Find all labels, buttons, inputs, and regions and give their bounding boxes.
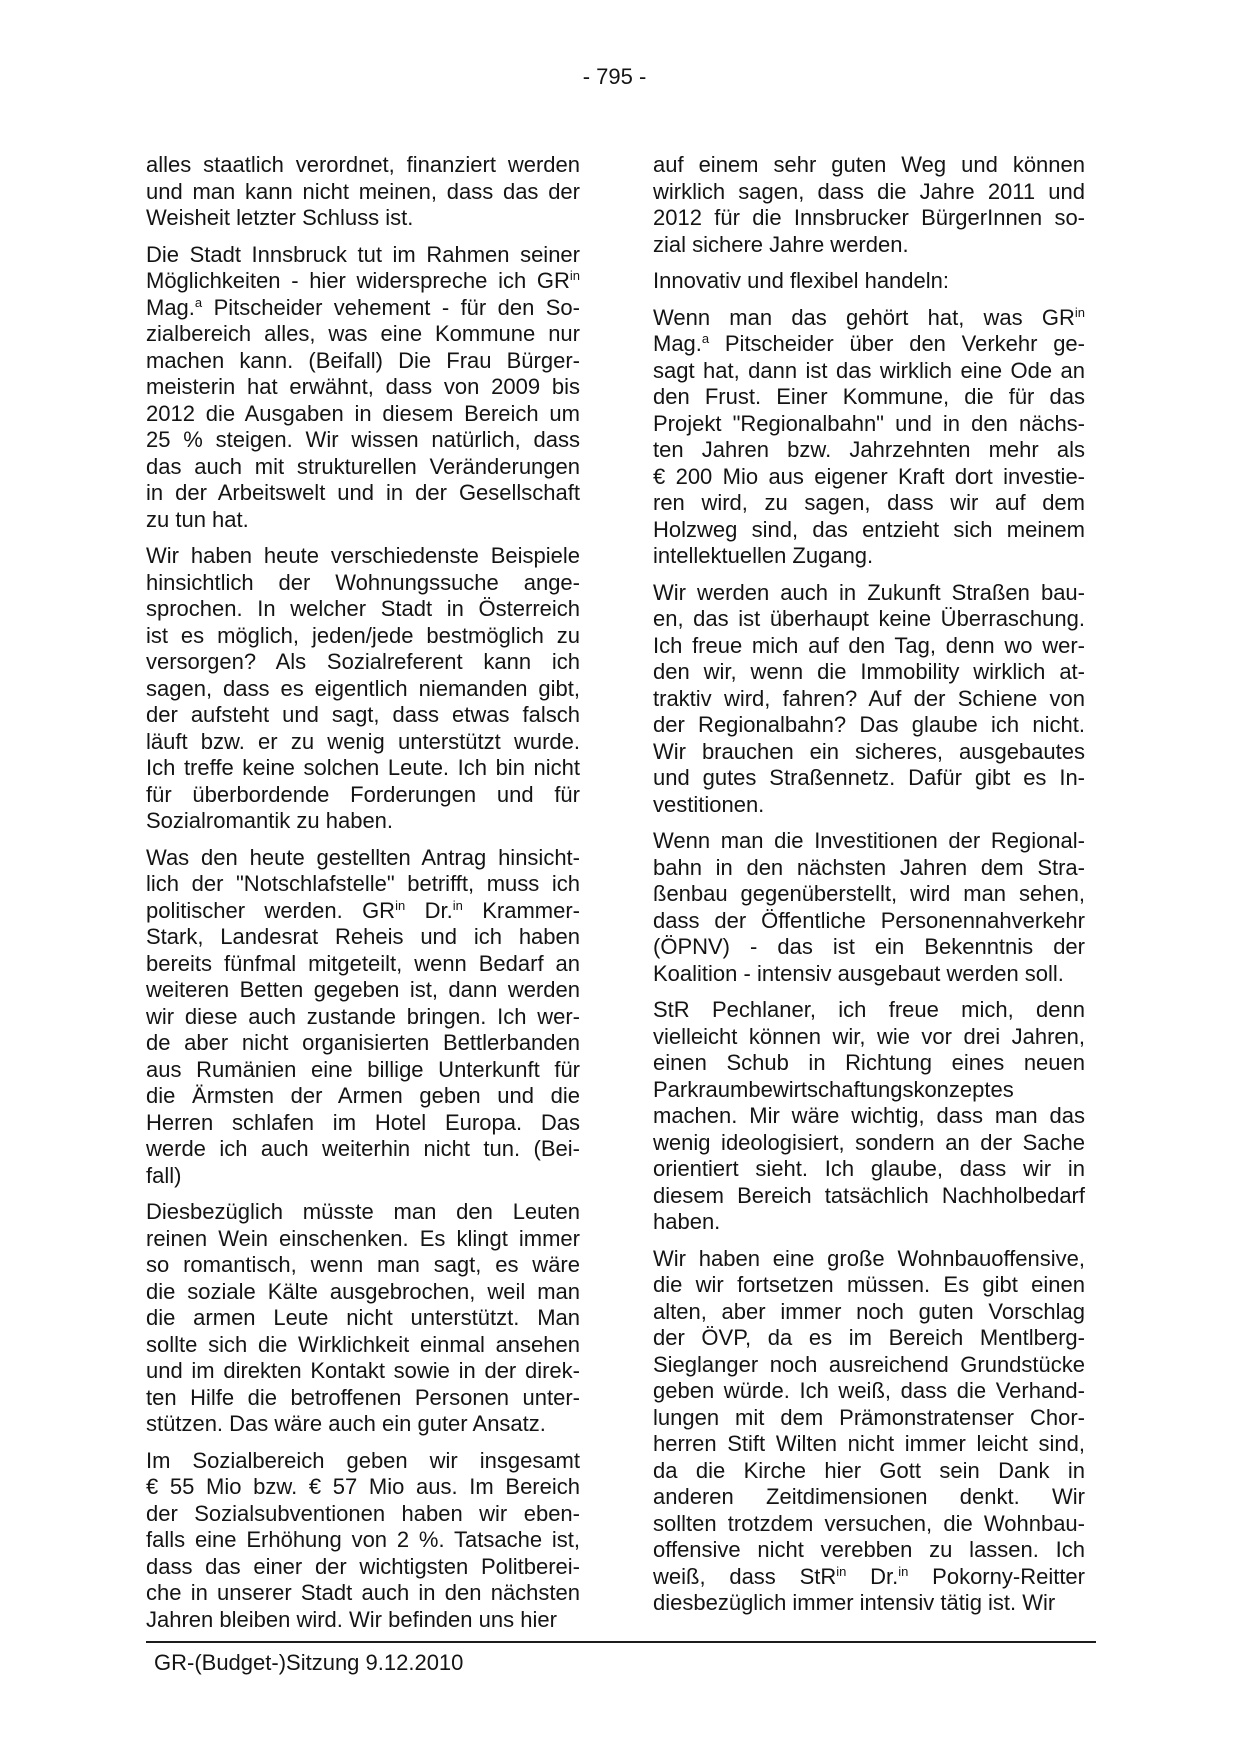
paragraph: Wenn man das gehört hat, was $GR^{in}$ Mag.$^a$ Pitscheider über den Verkehr ge- sagt hat, dann ist das wirklich eine Ode an den Frust. Einer Kommune, die für das Projekt "Regionalbahn" und in den nächs- ten Jahren bzw. Jahrzehnten mehr als € 200 Mio aus eigener Kraft dort investie- ren wird, zu sagen, dass wir auf dem Holzweg sind, das entzieht sich meinem intellektuellen Zugang. — [653, 304, 1085, 568]
paragraph: Wir haben heute verschiedenste Beispiele hinsichtlich der Wohnungssuche ange- sprochen. In welcher Stadt in Österreich ist es möglich, jeden/jede bestmöglich zu versorgen? Als Sozialreferent kann ich sagen, dass es eigentlich niemanden gibt, der aufsteht und sagt, dass etwas falsch läuft bzw. er zu wenig unterstützt wurde. Ich treffe keine solchen Leute. Ich bin nicht für überbordende Forderungen und für Sozialromantik zu haben. — [146, 543, 580, 833]
paragraph: StR Pechlaner, ich freue mich, denn vielleicht können wir, wie vor drei Jahren, einen Schub in Richtung eines neuen Parkraumbewirtschaftungskonzeptes machen. Mir wäre wichtig, dass man das wenig ideologisiert, sondern an der Sache orientiert sieht. Ich glaube, dass wir in diesem Bereich tatsächlich Nachholbedarf haben. — [653, 997, 1085, 1234]
paragraph: Wenn man die Investitionen der Regional- bahn in den nächsten Jahren dem Stra- ßenbau gegenüberstellt, wird man sehen, dass der Öffentliche Personennahverkehr (ÖPNV) - das ist ein Bekenntnis der Koalition - intensiv ausgebaut werden soll. — [653, 828, 1085, 986]
paragraph: Wir haben eine große Wohnbauoffensive, die wir fortsetzen müssen. Es gibt einen alten, aber immer noch guten Vorschlag der ÖVP, da es im Bereich Mentlberg- Sieglanger noch ausreichend Grundstücke geben würde. Ich weiß, dass die Verhand- lungen mit dem Prämonstratenser Chor- herren Stift Wilten nicht immer leicht sind, da die Kirche hier Gott sein Dank in anderen Zeitdimensionen denkt. Wir sollten trotzdem versuchen, die Wohnbau- offensive nicht verebben zu lassen. Ich weiß, dass StR$^{in}$ Dr.$^{in}$ Pokorny-Reitter diesbezüglich immer intensiv tätig ist. Wir — [653, 1245, 1085, 1615]
paragraph: Diesbezüglich müsste man den Leuten reinen Wein einschenken. Es klingt immer so romantisch, wenn man sagt, es wäre die soziale Kälte ausgebrochen, weil man die armen Leute nicht unterstützt. Man sollte sich die Wirklichkeit einmal ansehen und im direkten Kontakt sowie in der direk- ten Hilfe die betroffenen Personen unter- stützen. Das wäre auch ein guter Ansatz. — [146, 1199, 580, 1436]
paragraph: Wir werden auch in Zukunft Straßen bau- en, das ist überhaupt keine Überraschung. Ich freue mich auf den Tag, denn wo wer- den wir, wenn die Immobility wirklich at- traktiv wird, fahren? Auf der Schiene von der Regionalbahn? Das glaube ich nicht. Wir brauchen ein sicheres, ausgebautes und gutes Straßennetz. Dafür gibt es In- vestitionen. — [653, 579, 1085, 817]
right-column — [653, 152, 1085, 1627]
page-number: - 795 - — [582, 64, 647, 89]
paragraph: Innovativ und flexibel handeln: — [653, 268, 949, 293]
paragraph: Die Stadt Innsbruck tut im Rahmen seiner Möglichkeiten - hier widerspreche ich $GR^{in}$ Mag.$^a$ Pitscheider vehement - für den So- zialbereich alles, was eine Kommune nur machen kann. (Beifall) Die Frau Bürger- meisterin hat erwähnt, dass von 2009 bis 2012 die Ausgaben in diesem Bereich um 25 % steigen. Wir wissen natürlich, dass das auch mit strukturellen Veränderungen in der Arbeitswelt und in der Gesellschaft zu tun hat. — [146, 241, 580, 532]
left-column — [146, 152, 580, 1643]
footer-session-label: GR-(Budget-)Sitzung 9.12.2010 — [154, 1650, 464, 1675]
footer-divider — [146, 1641, 1096, 1643]
paragraph: auf einem sehr guten Weg und können wirklich sagen, dass die Jahre 2011 und 2012 für die Innsbrucker BürgerInnen so- zial sichere Jahre werden. — [653, 152, 1085, 257]
paragraph: Was den heute gestellten Antrag hinsicht- lich der "Notschlafstelle" betrifft, muss ich politischer werden. $GR^{in}$ Dr.$^{in}$ Krammer- Stark, Landesrat Reheis und ich haben bereits fünfmal mitgeteilt, wenn Bedarf an weiteren Betten gegeben ist, dann werden wir diese auch zustande bringen. Ich wer- de aber nicht organisierten Bettlerbanden aus Rumänien eine billige Unterkunft für die Ärmsten der Armen geben und die Herren schlafen im Hotel Europa. Das werde ich auch weiterhin nicht tun. (Bei- fall) — [146, 844, 580, 1188]
paragraph: alles staatlich verordnet, finanziert werden und man kann nicht meinen, dass das der Weisheit letzter Schluss ist. — [146, 152, 580, 230]
paragraph: Im Sozialbereich geben wir insgesamt € 55 Mio bzw. € 57 Mio aus. Im Bereich der Sozialsubventionen haben wir eben- falls eine Erhöhung von 2 %. Tatsache ist, dass das einer der wichtigsten Politberei- che in unserer Stadt auch in den nächsten Jahren bleiben wird. Wir befinden uns hier — [146, 1447, 580, 1632]
